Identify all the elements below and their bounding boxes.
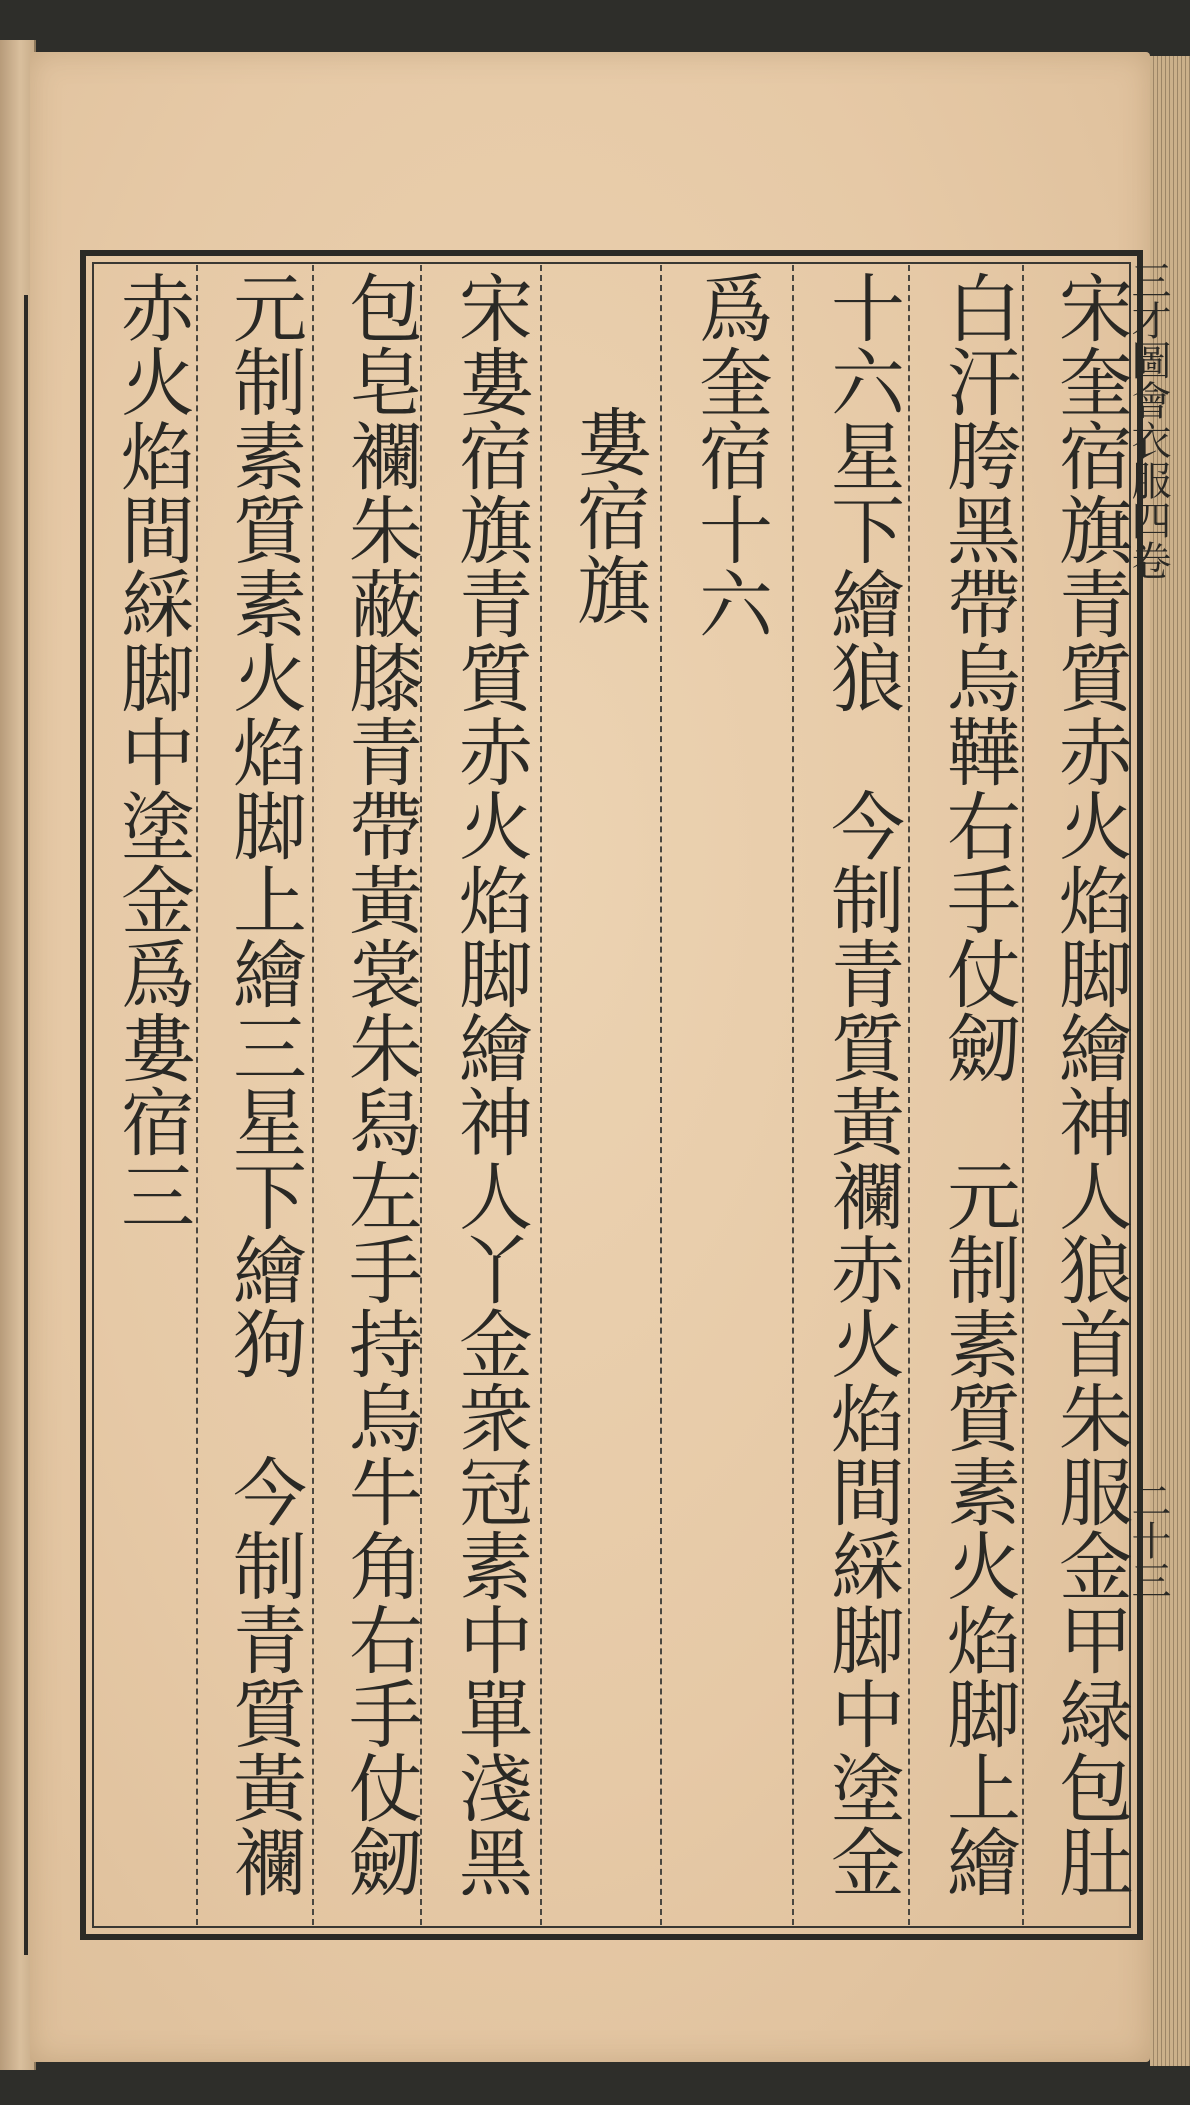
column-text: 宋奎宿旗青質赤火焰脚繪神人狼首朱服金甲緑包肚 (1047, 270, 1133, 1898)
text-column-6 (424, 270, 534, 1898)
text-column-7 (314, 270, 424, 1898)
text-column-8 (198, 270, 308, 1898)
column-text: 宋婁宿旗青質赤火焰脚繪神人丫金衆冠素中單淺黑 (447, 270, 533, 1898)
heading-text: 婁宿旗 (565, 330, 651, 626)
column-text: 赤火焰間綵脚中塗金爲婁宿三 (109, 270, 195, 1232)
column-text: 十六星下繪狼 今制青質黃襴赤火焰間綵脚中塗金 (819, 270, 905, 1898)
column-text: 包皂襴朱蔽膝青帶黃裳朱舄左手持烏牛角右手仗劒 (337, 270, 423, 1898)
column-text: 爲奎宿十六 (687, 270, 773, 640)
folio-number: 二十三 (1125, 1480, 1171, 1600)
folio-title: 三才圖會衣服四卷 (1125, 260, 1171, 580)
column-text: 元制素質素火焰脚上繪三星下繪狗 今制青質黃襴 (221, 270, 307, 1898)
text-column-3 (796, 270, 906, 1898)
text-column-1 (1024, 270, 1134, 1898)
left-page-frame-line (6, 295, 28, 1955)
section-heading (542, 330, 652, 626)
text-column-9 (86, 270, 196, 1232)
text-column-4 (664, 270, 774, 640)
column-text: 白汗胯黑帶烏鞾右手仗劒 元制素質素火焰脚上繪 (935, 270, 1021, 1898)
text-column-2 (912, 270, 1022, 1898)
